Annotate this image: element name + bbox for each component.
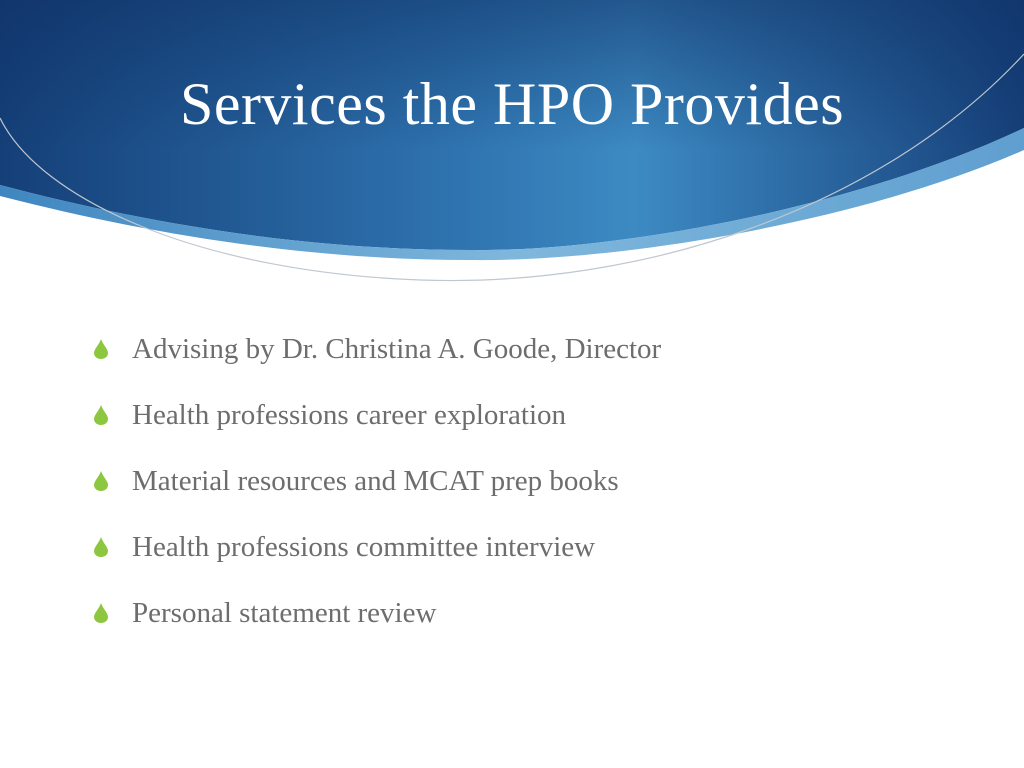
bullet-text: Health professions career exploration [132,399,567,431]
bullet-text: Personal statement review [132,597,437,629]
green-drop-icon [94,603,108,623]
bullet-list [94,316,661,646]
bullet-item [94,514,661,580]
bullet-item [94,382,661,448]
bullet-text: Material resources and MCAT prep books [132,465,619,497]
bullet-text: Health professions committee interview [132,531,596,563]
bullet-item [94,316,661,382]
green-drop-icon [94,537,108,557]
green-drop-icon [94,339,108,359]
bullet-text: Advising by Dr. Christina A. Goode, Director [132,333,662,365]
slide-title: Services the HPO Provides [179,71,845,137]
green-drop-icon [94,405,108,425]
header-swoosh-background [0,0,1024,300]
green-drop-icon [94,471,108,491]
bullet-item [94,580,661,646]
bullet-item [94,448,661,514]
